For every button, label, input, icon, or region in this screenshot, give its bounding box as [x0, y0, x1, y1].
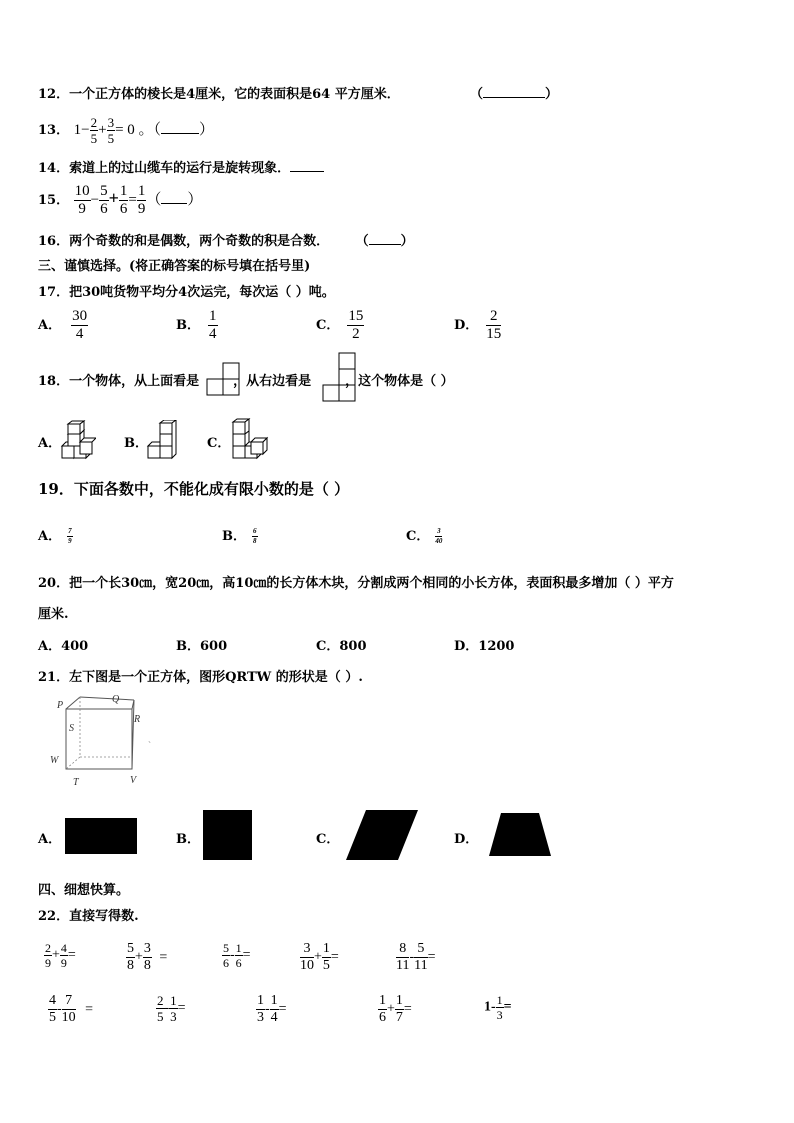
- option-c[interactable]: C．: [316, 832, 340, 847]
- cube-label-r: R: [134, 714, 141, 725]
- option-a[interactable]: A．: [38, 832, 62, 847]
- question-20-line2: 厘米.: [38, 607, 69, 622]
- option-d[interactable]: D．: [454, 832, 479, 847]
- option-b[interactable]: B． $\frac{6}{8}$: [222, 527, 257, 545]
- option-a[interactable]: A．: [38, 436, 62, 451]
- cube-figure: [44, 692, 162, 792]
- question-14: [38, 157, 324, 176]
- option-c[interactable]: C． $\frac{3}{40}$: [406, 527, 443, 545]
- question-number: 21．: [38, 670, 70, 685]
- section-heading-3: 三、谨慎选择。(将正确答案的标号填在括号里): [38, 259, 311, 274]
- question-19: [38, 478, 349, 499]
- answer-blank[interactable]: [290, 159, 324, 172]
- calc-item[interactable]: $\frac{5}{6}$ - $\frac{1}{6}$ =: [223, 941, 251, 970]
- question-21: [38, 666, 363, 685]
- option-a[interactable]: A． $\frac{7}{9}$: [38, 527, 72, 545]
- fraction: $\frac{10}{9}$: [74, 183, 90, 217]
- question-15: 15． $\frac{10}{9}$ − $\frac{5}{6}$ + $\frac{1}{6}$ = $\frac{1}{9}$ （ ）: [38, 183, 203, 217]
- question-number: 12．: [38, 87, 70, 102]
- option-c-figure[interactable]: [229, 418, 269, 462]
- question-number: 14．: [38, 161, 70, 176]
- question-17: [38, 281, 335, 300]
- cube-label-w: W: [50, 755, 59, 766]
- question-22: [38, 905, 139, 924]
- option-b-figure[interactable]: [146, 420, 182, 462]
- question-text: 直接写得数.: [69, 909, 139, 924]
- option-c[interactable]: C．800: [316, 639, 367, 654]
- question-text: 两个奇数的和是偶数，两个奇数的积是合数．: [69, 234, 330, 249]
- option-a-figure[interactable]: [60, 420, 96, 462]
- calc-item[interactable]: $\frac{2}{5}$ - $\frac{1}{3}$ =: [157, 993, 186, 1024]
- answer-blank[interactable]: [483, 85, 545, 98]
- question-text: 索道上的过山缆车的运行是旋转现象．: [69, 161, 291, 176]
- question-text: 把30吨货物平均分4次运完，每次运（ ）吨。: [69, 285, 335, 300]
- question-18: 18．一个物体，从上面看是 ，从右边看是 ，这个物体是（ ）: [38, 374, 454, 389]
- question-number: 15．: [38, 193, 70, 208]
- cube-label-q: Q: [112, 694, 120, 705]
- section-heading-4: 四、细想快算。: [38, 883, 130, 898]
- option-b[interactable]: B．: [124, 436, 148, 451]
- option-b-square[interactable]: [203, 810, 253, 862]
- fraction: $\frac{1}{9}$: [137, 183, 146, 217]
- question-12: [38, 83, 400, 102]
- calc-item[interactable]: 1- $\frac{1}{3}$ =: [484, 993, 512, 1022]
- question-13: 13． 1− $\frac{2}{5}$ + $\frac{3}{5}$ = 0 。（ ）: [38, 115, 215, 146]
- option-c[interactable]: C．: [207, 436, 231, 451]
- top-view-figure: [206, 362, 240, 396]
- question-text: 左下图是一个正方体，图形QRTW 的形状是（ ）.: [69, 670, 363, 685]
- option-a[interactable]: A． $\frac{30}{4}$: [38, 308, 88, 342]
- answer-bracket[interactable]: （ ）: [470, 87, 559, 102]
- option-d-trapezoid[interactable]: [489, 813, 553, 857]
- calc-item[interactable]: $\frac{4}{5}$ - $\frac{7}{10}$ =: [49, 993, 94, 1025]
- question-number: 20．: [38, 576, 70, 591]
- answer-blank[interactable]: [161, 191, 187, 204]
- cube-label-p: P: [57, 700, 64, 711]
- calc-item[interactable]: $\frac{1}{3}$ - $\frac{1}{4}$ =: [257, 993, 287, 1025]
- question-text: 把一个长30㎝，宽20㎝，高10㎝的长方体木块，分割成两个相同的小长方体，表面积最多增加（ ）平方: [69, 576, 674, 591]
- calc-item[interactable]: $\frac{3}{10}$ + $\frac{1}{5}$ =: [300, 941, 339, 973]
- svg-text:、: 、: [148, 735, 156, 744]
- option-d[interactable]: D．1200: [454, 639, 515, 654]
- question-text: 一个正方体的棱长是4厘米，它的表面积是64 平方厘米．: [69, 87, 400, 102]
- calc-item[interactable]: $\frac{5}{8}$ + $\frac{3}{8}$ =: [127, 941, 168, 973]
- cube-label-v: V: [130, 775, 137, 786]
- fraction: $\frac{2}{5}$: [90, 115, 98, 146]
- calc-item[interactable]: $\frac{1}{6}$ + $\frac{1}{7}$ =: [379, 993, 412, 1025]
- option-a[interactable]: A．400: [38, 639, 89, 654]
- cube-label-t: T: [73, 777, 79, 788]
- calc-item[interactable]: $\frac{8}{11}$ - $\frac{5}{11}$ =: [396, 941, 436, 973]
- right-view-figure: [322, 352, 356, 402]
- answer-blank[interactable]: [369, 232, 401, 245]
- fraction: $\frac{5}{6}$: [100, 183, 108, 217]
- question-16: 16．两个奇数的和是偶数，两个奇数的积是合数． （ ）: [38, 234, 414, 249]
- option-b[interactable]: B．600: [176, 639, 228, 654]
- question-number: 18．: [38, 374, 70, 389]
- fraction: $\frac{3}{5}$: [107, 115, 115, 146]
- option-c-parallelogram[interactable]: [346, 810, 418, 862]
- option-b[interactable]: B． $\frac{1}{4}$: [176, 308, 217, 342]
- question-number: 16．: [38, 234, 70, 249]
- option-a-rectangle[interactable]: [65, 818, 139, 856]
- option-b[interactable]: B．: [176, 832, 200, 847]
- question-20: [38, 572, 674, 591]
- question-number: 13．: [38, 123, 70, 138]
- option-d[interactable]: D． $\frac{2}{15}$: [454, 308, 502, 342]
- question-number: 19．: [38, 480, 74, 498]
- question-number: 22．: [38, 909, 70, 924]
- calc-item[interactable]: $\frac{2}{9}$ + $\frac{4}{9}$ =: [45, 941, 76, 970]
- question-text: 下面各数中，不能化成有限小数的是（ ）: [73, 480, 350, 498]
- answer-blank[interactable]: [161, 121, 199, 134]
- question-number: 17．: [38, 285, 70, 300]
- fraction: $\frac{1}{6}$: [119, 183, 128, 217]
- option-c[interactable]: C． $\frac{15}{2}$: [316, 308, 364, 342]
- cube-label-s: S: [69, 723, 74, 734]
